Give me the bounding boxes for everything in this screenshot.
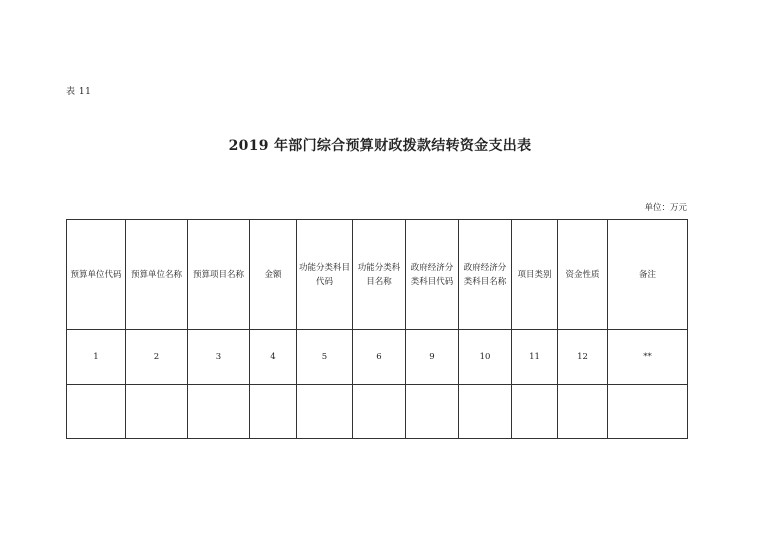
data-cell xyxy=(608,385,688,439)
header-cell-project-type: 项目类别 xyxy=(512,220,558,330)
index-cell: ** xyxy=(608,330,688,385)
header-cell-unit-name: 预算单位名称 xyxy=(126,220,188,330)
header-cell-fund-nature: 资金性质 xyxy=(558,220,608,330)
data-cell xyxy=(126,385,188,439)
header-cell-project-name: 预算项目名称 xyxy=(188,220,250,330)
budget-table xyxy=(66,219,688,439)
unit-label: 单位：万元 xyxy=(644,203,687,213)
data-cell xyxy=(250,385,297,439)
data-cell xyxy=(558,385,608,439)
data-cell xyxy=(67,385,126,439)
index-cell: 10 xyxy=(459,330,512,385)
header-cell-amount: 金额 xyxy=(250,220,297,330)
data-row xyxy=(67,385,688,439)
index-cell: 4 xyxy=(250,330,297,385)
data-cell xyxy=(353,385,406,439)
index-cell: 11 xyxy=(512,330,558,385)
header-cell-remarks: 备注 xyxy=(608,220,688,330)
table-number: 表 11 xyxy=(66,87,92,97)
index-cell: 3 xyxy=(188,330,250,385)
document-title: 2019 年部门综合预算财政拨款结转资金支出表 xyxy=(228,138,532,154)
data-cell xyxy=(459,385,512,439)
data-cell xyxy=(406,385,459,439)
index-cell: 12 xyxy=(558,330,608,385)
header-cell-function-name: 功能分类科目名称 xyxy=(353,220,406,330)
header-cell-function-code: 功能分类科目代码 xyxy=(297,220,353,330)
index-cell: 2 xyxy=(126,330,188,385)
data-cell xyxy=(188,385,250,439)
header-cell-economic-name: 政府经济分类科目名称 xyxy=(459,220,512,330)
index-cell: 5 xyxy=(297,330,353,385)
header-cell-unit-code: 预算单位代码 xyxy=(67,220,126,330)
index-cell: 9 xyxy=(406,330,459,385)
index-cell: 1 xyxy=(67,330,126,385)
index-row xyxy=(67,330,688,385)
index-cell: 6 xyxy=(353,330,406,385)
header-cell-economic-code: 政府经济分类科目代码 xyxy=(406,220,459,330)
data-cell xyxy=(297,385,353,439)
data-cell xyxy=(512,385,558,439)
header-row xyxy=(67,220,688,330)
